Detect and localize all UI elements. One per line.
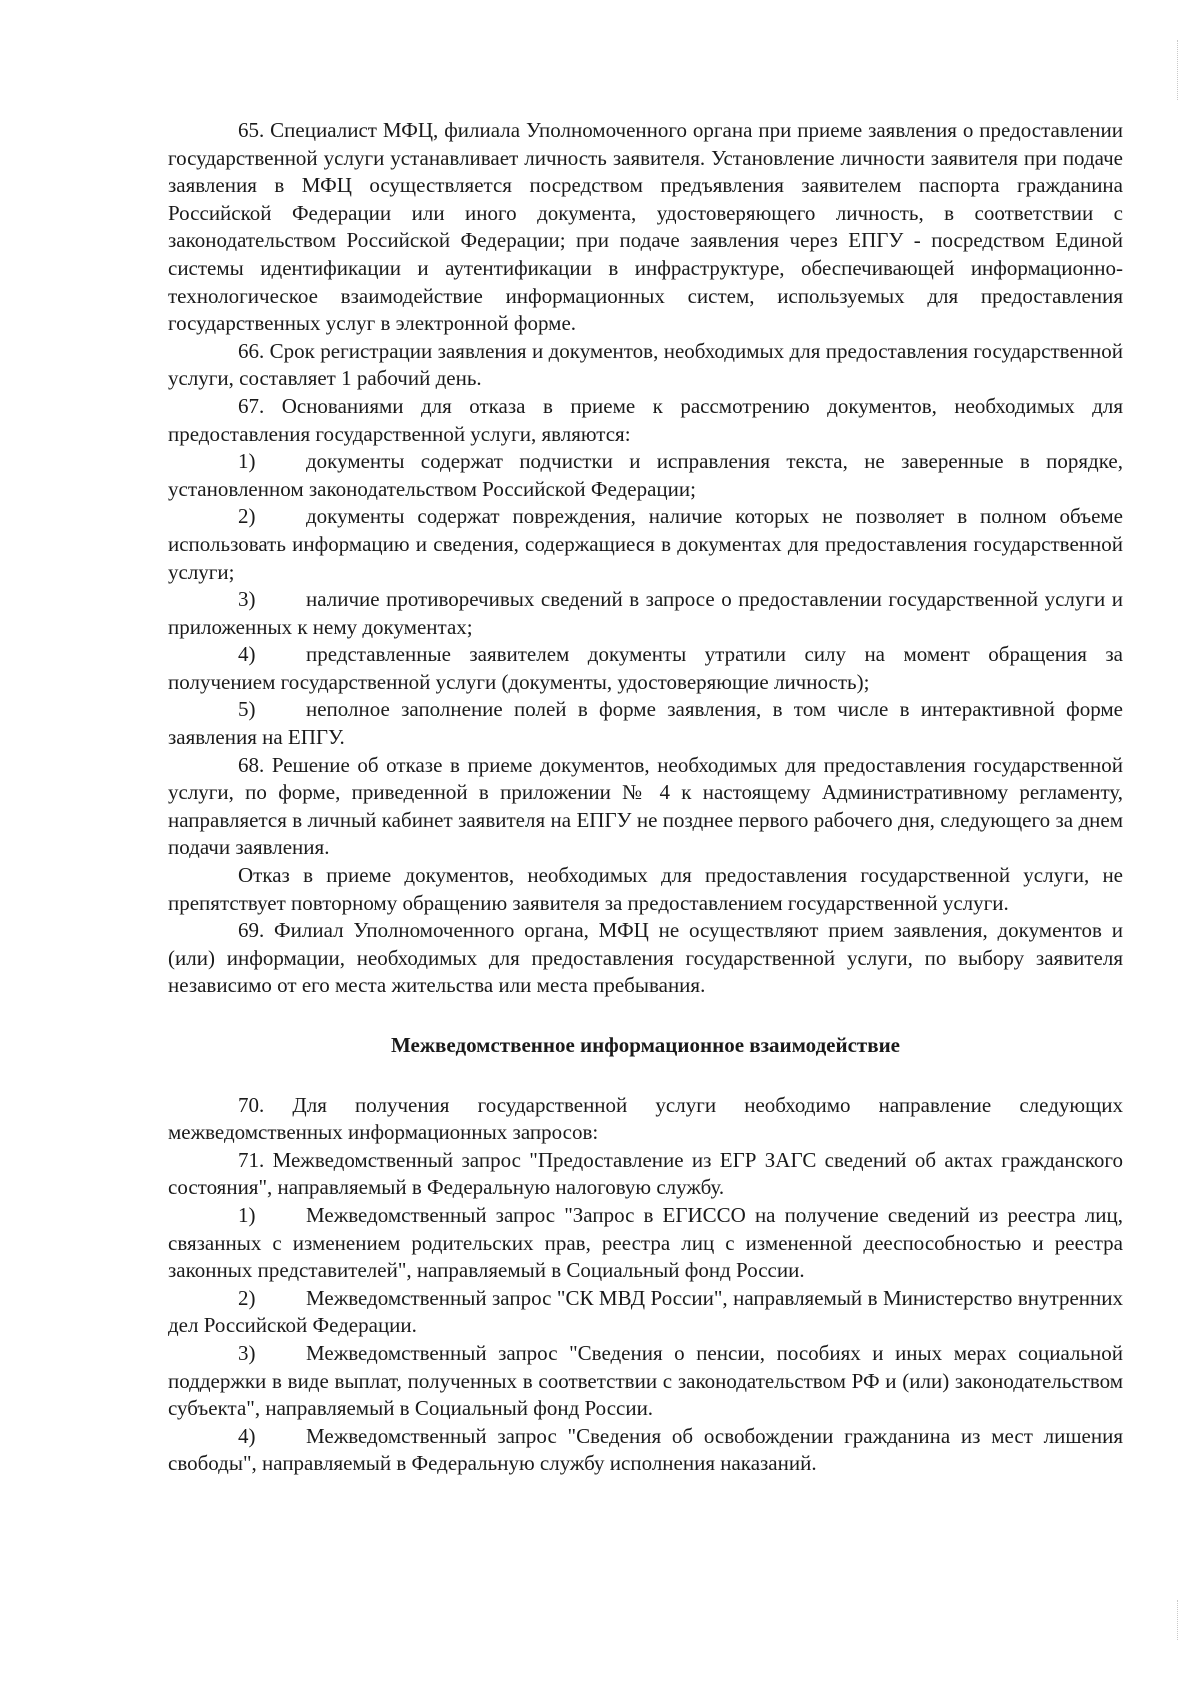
list-item-text: Межведомственный запрос "СК МВД России", направляемый в Министерство внутренних дел Российской Федерации.	[168, 1285, 1123, 1338]
list-item-number: 3)	[238, 1340, 256, 1365]
list-item	[168, 1285, 1123, 1340]
paragraph-65: 65. Специалист МФЦ, филиала Уполномоченного органа при приеме заявления о предоставлении государственной услуги устанавливает личность заявителя. Установление личности заявителя при подаче заявления в МФЦ осуществляется посредством предъявления заявителем паспорта гражданина Российской Федерации или иного документа, удостоверяющего личность, в соответствии с законодательством Российской Федерации; при подаче заявления через ЕПГУ - посредством Единой системы идентификации и аутентификации в инфраструктуре, обеспечивающей информационно-технологическое взаимодействие информационных систем, используемых для предоставления государственных услуг в электронной форме.	[168, 118, 1123, 336]
list-item-number: 1)	[238, 1202, 256, 1227]
section-heading: Межведомственное информационное взаимодействие	[390, 1033, 901, 1057]
paragraph-69: 69. Филиал Уполномоченного органа, МФЦ не осуществляют прием заявления, документов и (или) информации, необходимых для предоставления государственной услуги, по выбору заявителя независимо от его места жительства или места пребывания.	[168, 918, 1123, 998]
paragraph-70: 70. Для получения государственной услуги необходимо направление следующих межведомственных информационных запросов:	[168, 1092, 1123, 1145]
paragraph-66: 66. Срок регистрации заявления и документов, необходимых для предоставления государственной услуги, составляет 1 рабочий день.	[168, 338, 1123, 391]
paragraph-68-refusal: Отказ в приеме документов, необходимых для предоставления государственной услуги, не препятствует повторному обращению заявителя за предоставлением государственной услуги.	[168, 863, 1123, 915]
list-item	[168, 503, 1123, 586]
list-item-text: представленные заявителем документы утратили силу на момент обращения за получением государственной услуги (документы, удостоверяющие личность);	[168, 642, 1123, 694]
paragraph-68: 68. Решение об отказе в приеме документов, необходимых для предоставления государственной услуги, по форме, приведенной в приложении № 4 к настоящему Административному регламенту, направляется в личный кабинет заявителя на ЕПГУ не позднее первого рабочего дня, следующего за днем подачи заявления.	[168, 752, 1123, 860]
list-item-text: наличие противоречивых сведений в запросе о предоставлении государственной услуги и приложенных к нему документах;	[168, 587, 1123, 639]
paragraph-71: 71. Межведомственный запрос "Предоставление из ЕГР ЗАГС сведений об актах гражданского состояния", направляемый в Федеральную налоговую службу.	[168, 1147, 1123, 1200]
list-item	[168, 1340, 1123, 1423]
list-item-number: 1)	[238, 449, 256, 474]
list-item-number: 4)	[238, 642, 256, 667]
list-item-text: Межведомственный запрос "Сведения о пенсии, пособиях и иных мерах социальной поддержки в виде выплат, полученных в соответствии с законодательством РФ и (или) законодательством субъекта", направляемый в Социальный фонд России.	[168, 1340, 1123, 1421]
scan-edge-marks	[1175, 40, 1178, 100]
list-item-text: неполное заполнение полей в форме заявления, в том числе в интерактивной форме заявления на ЕПГУ.	[168, 697, 1123, 750]
list-item	[168, 586, 1123, 641]
list-item-number: 5)	[238, 697, 256, 722]
list-item-text: Межведомственный запрос "Сведения об освобождении гражданина из мест лишения свободы", направляемый в Федеральную службу исполнения наказаний.	[168, 1423, 1123, 1476]
paragraph-67: 67. Основаниями для отказа в приеме к рассмотрению документов, необходимых для предоставления государственной услуги, являются:	[168, 393, 1123, 446]
document-page	[168, 117, 1123, 1478]
list-item-text: документы содержат повреждения, наличие которых не позволяет в полном объеме использовать информацию и сведения, содержащиеся в документах для предоставления государственной услуги;	[168, 504, 1123, 584]
list-item-number: 4)	[238, 1423, 256, 1448]
list-item	[168, 1202, 1123, 1285]
scan-edge-marks-lower	[1175, 1600, 1178, 1640]
list-item	[168, 448, 1123, 503]
list-item-text: Межведомственный запрос "Запрос в ЕГИССО на получение сведений из реестра лиц, связанных с изменением родительских прав, реестра лиц с измененной дееспособностью и реестра законных представителей", направляемый в Социальный фонд России.	[168, 1202, 1123, 1283]
list-item-number: 2)	[238, 1285, 256, 1310]
list-item-text: документы содержат подчистки и исправления текста, не заверенные в порядке, установленном законодательством Российской Федерации;	[168, 449, 1123, 501]
list-item	[168, 641, 1123, 696]
list-item-number: 2)	[238, 504, 256, 529]
list-item-number: 3)	[238, 587, 256, 612]
list-item	[168, 1423, 1123, 1478]
list-item	[168, 696, 1123, 751]
